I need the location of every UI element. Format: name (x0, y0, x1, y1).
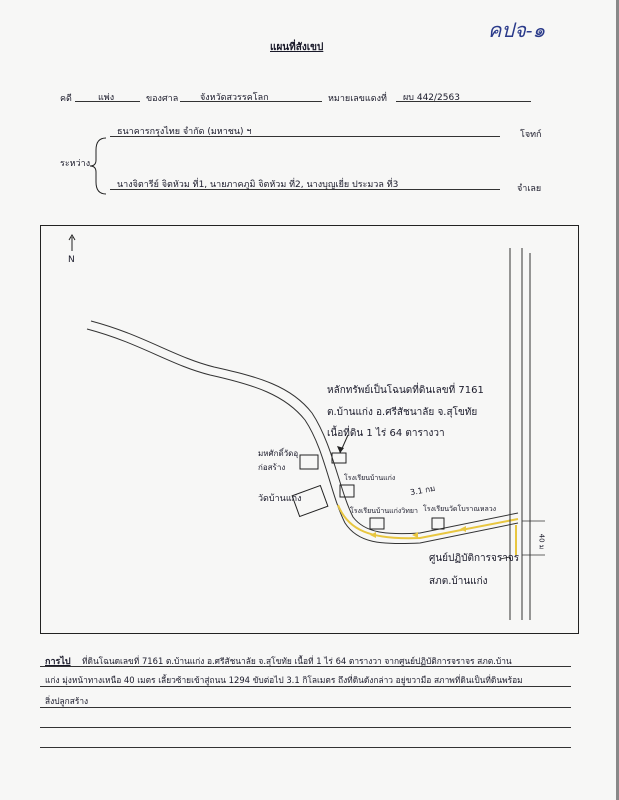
defendant-underline (110, 189, 500, 190)
directions-rule-1 (40, 666, 571, 667)
north-arrow-icon (69, 235, 75, 251)
temple-label: วัดบ้านแก่ง (258, 494, 302, 504)
school1-building (340, 485, 354, 497)
distance-label: 3.1 กม (409, 483, 436, 498)
court-label: ของศาล (146, 94, 179, 104)
plaintiff-name: ธนาคารกรุงไทย จำกัด (มหาชน) ฯ (117, 127, 252, 137)
number-label: หมายเลขแดงที่ (328, 94, 387, 104)
court-name: จังหวัดสวรรคโลก (200, 93, 269, 103)
school3-label: โรงเรียนวัดโบราณหลวง (423, 505, 497, 513)
directions-rule-5 (40, 747, 571, 748)
case-type: แพ่ง (98, 93, 115, 103)
directions-line-2: แก่ง มุ่งหน้าทางเหนือ 40 เมตร เลี้ยวซ้ายเข้าสู่ถนน 1294 ขับต่อไป 3.1 กิโลเมตร ถึงที่ดินดังกล่าว อยู่ขวามือ สภาพที่ดินเป็นที่ดินพร้อม (45, 675, 523, 685)
school2-label: โรงเรียนบ้านแก่งวิทยา (350, 507, 418, 515)
property-description-3: เนื้อที่ดิน 1 ไร่ 64 ตารางวา (327, 428, 445, 439)
directions-rule-3 (40, 707, 571, 708)
construction-label-1: มหศักดิ์วัดอุ (258, 449, 299, 458)
construction-label-2: ก่อสร้าง (258, 463, 286, 472)
page-title: แผนที่สังเขป (270, 42, 324, 53)
directions-line-3: สิ่งปลูกสร้าง (45, 696, 89, 706)
case-label: คดี (60, 94, 72, 104)
property-description-2: ต.บ้านแก่ง อ.ศรีสัชนาลัย จ.สุโขทัย (327, 407, 478, 418)
directions-label: การไป (45, 657, 71, 667)
construction-building (300, 455, 318, 469)
map-drawing (40, 225, 578, 633)
school3-building (432, 518, 444, 529)
police-station-label: สภต.บ้านแก่ง (429, 576, 488, 587)
court-underline (180, 101, 322, 102)
road-distance-label: 40 ม (537, 533, 546, 550)
plaintiff-underline (110, 136, 500, 137)
plaintiff-role: โจทก์ (520, 130, 542, 140)
party-brace (90, 136, 110, 196)
directions-rule-4 (40, 727, 571, 728)
property-marker (332, 453, 346, 463)
between-label: ระหว่าง (60, 159, 91, 169)
number-underline (396, 101, 531, 102)
north-label: N (68, 255, 75, 265)
case-number: ผบ 442/2563 (403, 93, 460, 103)
school1-label: โรงเรียนบ้านแก่ง (344, 474, 396, 482)
directions-line-1: ที่ดินโฉนดเลขที่ 7161 ต.บ้านแก่ง อ.ศรีสัชนาลัย จ.สุโขทัย เนื้อที่ 1 ไร่ 64 ตารางวา จากศูนย์ปฏิบัติการจราจร สภต.บ้าน (82, 656, 512, 666)
property-description-1: หลักทรัพย์เป็นโฉนดที่ดินเลขที่ 7161 (327, 385, 484, 396)
defendant-role: จำเลย (517, 184, 542, 194)
traffic-center-label: ศูนย์ปฏิบัติการจราจร (429, 553, 520, 564)
case-type-underline (75, 101, 140, 102)
directions-rule-2 (40, 686, 571, 687)
school2-building (370, 518, 384, 529)
handwritten-page-mark: คปจ-๑ (488, 18, 546, 42)
defendant-names: นางจิตารีย์ จิตหัวม ที่1, นายภาคภูมิ จิตหัวม ที่2, นางบุญเยี่ย ประมวล ที่3 (117, 180, 399, 190)
